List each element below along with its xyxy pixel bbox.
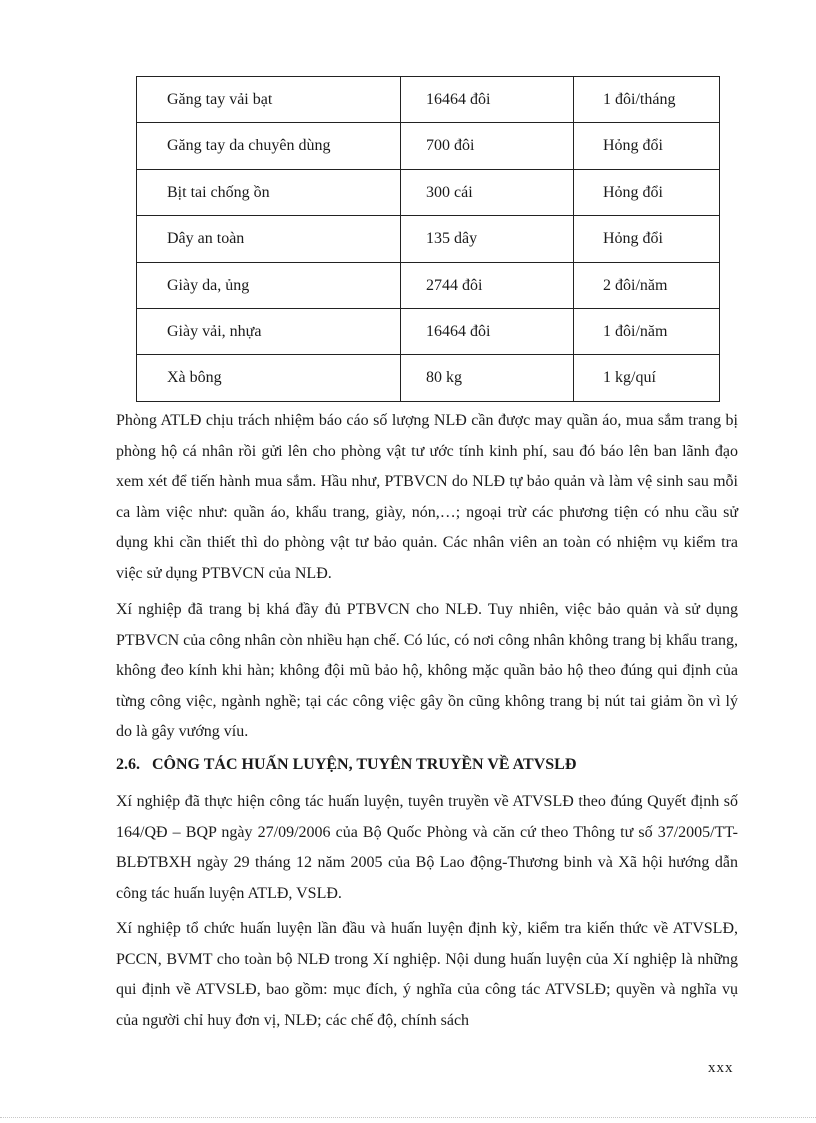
table-row [137, 169, 720, 215]
table-row [137, 355, 720, 401]
period-cell: Hỏng đổi [574, 216, 720, 262]
table-row [137, 77, 720, 123]
quantity-cell: 135 dây [401, 216, 574, 262]
quantity-cell: 16464 đôi [401, 308, 574, 354]
item-cell: Bịt tai chống ồn [137, 169, 401, 215]
period-cell: 1 kg/quí [574, 355, 720, 401]
item-cell: Xà bông [137, 355, 401, 401]
paragraph-ppe-usage: Xí nghiệp đã trang bị khá đầy đủ PTBVCN cho NLĐ. Tuy nhiên, việc bảo quản và sử dụng PTBVCN của công nhân còn nhiều hạn chế. Có lúc, có nơi công nhân không trang bị khẩu trang, không đeo kính khi hàn; không đội mũ bảo hộ, không mặc quần bảo hộ theo đúng qui định của từng công việc, ngành nghề; tại các công việc gây ồn cũng không trang bị nút tai giảm ồn vì lý do là gây vướng víu. [116, 601, 738, 741]
item-cell: Dây an toàn [137, 216, 401, 262]
section-heading [116, 750, 576, 780]
period-cell: 2 đôi/năm [574, 262, 720, 308]
ppe-table [136, 76, 720, 402]
quantity-cell: 16464 đôi [401, 77, 574, 123]
table-row [137, 123, 720, 169]
table-row [137, 308, 720, 354]
section-title: CÔNG TÁC HUẤN LUYỆN, TUYÊN TRUYỀN VỀ ATVSLĐ [152, 756, 577, 773]
item-cell: Giày vải, nhựa [137, 308, 401, 354]
quantity-cell: 700 đôi [401, 123, 574, 169]
page-bottom-rule [0, 1117, 816, 1118]
paragraph-training-content: Xí nghiệp tổ chức huấn luyện lần đầu và huấn luyện định kỳ, kiểm tra kiến thức về ATVSLĐ, PCCN, BVMT cho toàn bộ NLĐ trong Xí nghiệp. Nội dung huấn luyện của Xí nghiệp là những qui định về ATVSLĐ, bao gồm: mục đích, ý nghĩa của công tác ATVSLĐ; quyền và nghĩa vụ của người chỉ huy đơn vị, NLĐ; các chế độ, chính sách [116, 920, 738, 1029]
paragraph-training-basis: Xí nghiệp đã thực hiện công tác huấn luyện, tuyên truyền về ATVSLĐ theo đúng Quyết định số 164/QĐ – BQP ngày 27/09/2006 của Bộ Quốc Phòng và căn cứ theo Thông tư số 37/2005/TT-BLĐTBXH ngày 29 tháng 12 năm 2005 của Bộ Lao động-Thương binh và Xã hội hướng dẫn công tác huấn luyện ATLĐ, VSLĐ. [116, 793, 738, 902]
period-cell: 1 đôi/tháng [574, 77, 720, 123]
quantity-cell: 80 kg [401, 355, 574, 401]
period-cell: 1 đôi/năm [574, 308, 720, 354]
section-number: 2.6. [116, 756, 140, 773]
quantity-cell: 300 cái [401, 169, 574, 215]
period-cell: Hỏng đổi [574, 169, 720, 215]
page-number: xxx [708, 1060, 734, 1076]
item-cell: Găng tay da chuyên dùng [137, 123, 401, 169]
quantity-cell: 2744 đôi [401, 262, 574, 308]
paragraph-ppe-procurement: Phòng ATLĐ chịu trách nhiệm báo cáo số lượng NLĐ cần được may quần áo, mua sắm trang bị phòng hộ cá nhân rồi gửi lên cho phòng vật tư ước tính kinh phí, sau đó báo lên ban lãnh đạo xem xét để tiến hành mua sắm. Hầu như, PTBVCN do NLĐ tự bảo quản và làm vệ sinh sau mỗi ca làm việc như: quần áo, khẩu trang, giày, nón,…; ngoại trừ các phương tiện có nhu cầu sử dụng khi cần thiết thì do phòng vật tư bảo quản. Các nhân viên an toàn có nhiệm vụ kiểm tra việc sử dụng PTBVCN của NLĐ. [116, 412, 738, 582]
table-row [137, 262, 720, 308]
item-cell: Găng tay vải bạt [137, 77, 401, 123]
table-row [137, 216, 720, 262]
period-cell: Hỏng đổi [574, 123, 720, 169]
item-cell: Giày da, ủng [137, 262, 401, 308]
